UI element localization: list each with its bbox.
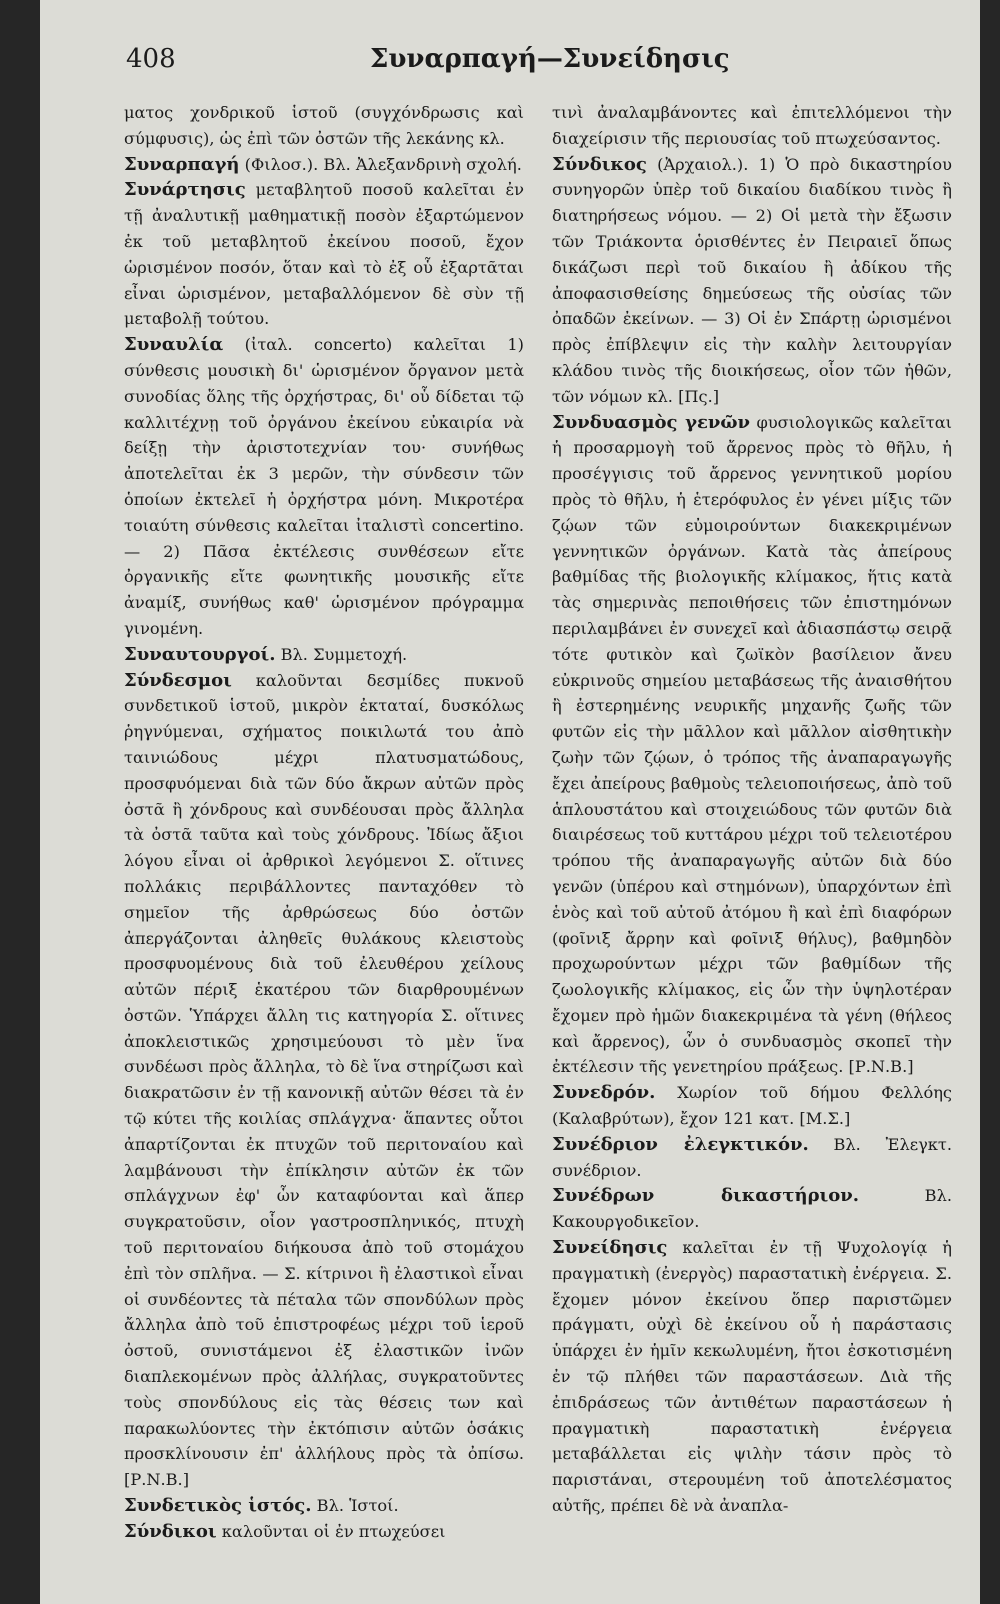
right-column	[552, 100, 952, 1519]
entry-text: φυσιολογικῶς καλεῖται ἡ προσαρμογὴ τοῦ ἄρρενος πρὸς τὸ θῆλυ, ἡ προσέγγισις τοῦ ἄρρενος γεννητικοῦ μορίου πρὸς τὸ θῆλυ, ἡ ἑτερόφυλος ἐν γένει μίξις τῶν ζῴων τῶν εὐμοιρούντων διακεκριμένων γεννητικῶν ὀργάνων. Κατὰ τὰς ἀπείρους βαθμίδας τῆς βιολογικῆς κλίμακος, ἥτις κατὰ τὰς σημερινὰς πεποιθήσεις τῶν ἐπιστημόνων περιλαμβάνει ἐν συνεχεῖ καὶ ἀδιασπάστῳ σειρᾷ τότε φυτικὸν καὶ ζωϊκὸν βασίλειον ἄνευ εὐκρινοῦς σημείου μεταβάσεως τῆς ἀναισθήτου ἢ ἐστερημένης νευρικῆς μηχανῆς ζωῆς τῶν φυτῶν εἰς τὴν μᾶλλον καὶ μᾶλλον αἰσθητικὴν ζωὴν τῶν ζῴων, ὁ τρόπος τῆς ἀναπαραγωγῆς ἔχει ἀπείρους βαθμοὺς τελειοποιήσεως, ἀπὸ τοῦ ἁπλουστάτου καὶ στοιχειώδους τῶν φυτῶν διὰ διαιρέσεως τοῦ κυττάρου μέχρι τοῦ τελειοτέρου τρόπου τῆς ἀναπαραγωγῆς αὐτῶν διὰ δύο γενῶν (ὑπέρου καὶ στημόνων), ὑπαρχόντων ἐπὶ ἑνὸς καὶ τοῦ αὐτοῦ ἀτόμου ἢ καὶ ἐπὶ διαφόρων (φοῖνιξ ἄρρην καὶ φοῖνιξ θήλυς), βαθμηδὸν προχωρούντων μέχρι τῶν βαθμίδων τῆς ζωολογικῆς κλίμακος, εἰς ὧν τὴν ὑψηλοτέραν ἔχομεν πρὸ ἡμῶν διακεκριμένα τὰ γένη (θήλεος καὶ ἄρρενος), ὧν ὁ συνδυασμὸς σκοπεῖ τὴν ἐκτέλεσιν τῆς γενετηρίου πράξεως. [Ρ.Ν.Β.]	[552, 412, 952, 1077]
running-head: Συναρπαγή—Συνείδησις	[370, 44, 730, 74]
entry-headword: Συνεδρόν.	[552, 1082, 656, 1104]
entry-text: καλοῦνται δεσμίδες πυκνοῦ συνδετικοῦ ἱστοῦ, μικρὸν ἐκταταί, δυσκόλως ῥηγνύμεναι, σχήματος ποικιλωτά του ἀπὸ ταινιώδους μέχρι πλατυσματώδους, προσφυόμεναι διὰ τῶν δύο ἄκρων αὐτῶν πρὸς ὀστᾶ ἢ χόνδρους καὶ συνδέουσαι πρὸς ἄλληλα τὰ ὀστᾶ ταῦτα καὶ τοὺς χόνδρους. Ἰδίως ἄξιοι λόγου εἶναι οἱ ἀρθρικοὶ λεγόμενοι Σ. οἵτινες πολλάκις περιβάλλοντες πανταχόθεν τὸ σημεῖον τῆς ἀρθρώσεως δύο ὀστῶν ἀπεργάζονται ἀληθεῖς θυλάκους κλειστοὺς προσφυομένους διὰ τοῦ ἐλευθέρου χείλους αὐτῶν πέριξ ἑκατέρου τῶν διαρθρουμένων ὀστῶν. Ὑπάρχει ἄλλη τις κατηγορία Σ. οἵτινες ἀποκλειστικῶς χρησιμεύουσι τὸ μὲν ἵνα συνδέωσι πρὸς ἄλληλα, τὸ δὲ ἵνα στηρίζωσι καὶ διακρατῶσιν ἐν τῇ κανονικῇ αὐτῶν θέσει τὰ ἐν τῷ κύτει τῆς κοιλίας σπλάγχνα· ἅπαντες οὗτοι ἀπαρτίζονται ἐκ πτυχῶν τοῦ περιτοναίου καὶ λαμβάνουσι τὴν ἐπίκλησιν αὐτῶν ἐκ τῶν σπλάγχνων ἐφ' ὧν καταφύονται καὶ ἅπερ συγκρατοῦσιν, οἷον γαστροσπληνικός, πτυχὴ τοῦ περιτοναίου διήκουσα ἀπὸ τοῦ στομάχου ἐπὶ τὸν σπλῆνα. — Σ. κίτρινοι ἢ ἐλαστικοὶ εἶναι οἱ συνδέοντες τὰ πέταλα τῶν σπονδύλων πρὸς ἄλληλα ἀπὸ τοῦ ἐπιστροφέως μέχρι τοῦ ἱεροῦ ὀστοῦ, συνιστάμενοι ἐξ ἐλαστικῶν ἰνῶν διαπλεκομένων πρὸς ἀλλήλας, συγκρατοῦντες τοὺς σπονδύλους εἰς τὰς θέσεις των καὶ παρακωλύοντες τὴν ἐκτόπισιν αὐτῶν ὁσάκις προσκλίνουσιν ἐπ' ἀλλήλους πρὸς τὰ ὀπίσω. [Ρ.Ν.Β.]	[124, 670, 524, 1490]
dictionary-entry	[124, 152, 524, 178]
entry-headword: Συνάρτησις	[124, 179, 246, 201]
entry-text: Χωρίον τοῦ δήμου Φελλόης (Καλαβρύτων), ἔχον 121 κατ. [Μ.Σ.]	[552, 1083, 952, 1129]
entry-text: καλεῖται ἐν τῇ Ψυχολογίᾳ ἡ πραγματικὴ (ἐνεργὸς) παραστατικὴ ἐνέργεια. Σ. ἔχομεν μόνον ἐκείνου ὅπερ παριστῶμεν πράγματι, οὐχὶ δὲ ἐκείνου οὗ ἡ παράστασις ὑπάρχει ἐν ἡμῖν κεκωλυμένη, ἤτοι ἐσκοτισμένη ἐν τῷ πλήθει τῶν παραστάσεων. Διὰ τῆς ἐπιδράσεως τῶν ἀντιθέτων παραστάσεων ἡ πραγματικὴ παραστατικὴ ἐνέργεια μεταβάλλεται εἰς ψιλὴν τάσιν πρὸς τὸ παριστάναι, στερουμένη τοῦ ἀποτελέσματος αὐτῆς, πρέπει δὲ νὰ ἀναπλα-	[552, 1238, 952, 1516]
entry-text: Βλ. Ἱστοί.	[311, 1496, 399, 1516]
entry-headword: Σύνδεσμοι	[124, 669, 232, 691]
dictionary-entry	[124, 642, 524, 668]
dictionary-entry	[124, 177, 524, 332]
entry-text: (Φιλοσ.). Βλ. Ἀλεξανδρινὴ σχολή.	[239, 154, 522, 174]
entry-headword: Συνέδριον ἐλεγκτικόν.	[552, 1133, 809, 1155]
entry-headword: Σύνδικος	[552, 153, 647, 175]
entry-headword: Σύνδικοι	[124, 1520, 217, 1542]
dictionary-entry	[552, 152, 952, 410]
entry-text: Βλ. Ἐλεγκτ. συνέδριον.	[552, 1134, 952, 1180]
dictionary-entry	[552, 1132, 952, 1184]
entry-text: ματος χονδρικοῦ ἱστοῦ (συγχόνδρωσις καὶ σύμφυσις), ὡς ἐπὶ τῶν ὀστῶν τῆς λεκάνης κλ.	[124, 103, 524, 148]
book-page	[40, 0, 980, 1604]
entry-text: Βλ. Συμμετοχή.	[275, 644, 408, 664]
entry-headword: Συναυλία	[124, 334, 224, 356]
entry-headword: Συναυτουργοί.	[124, 643, 276, 665]
entry-headword: Συνείδησις	[552, 1237, 668, 1259]
entry-headword: Συνδυασμὸς γενῶν	[552, 411, 751, 433]
page-number: 408	[126, 44, 176, 74]
dictionary-entry	[124, 668, 524, 1494]
left-column	[124, 100, 524, 1545]
dictionary-entry	[552, 1183, 952, 1235]
dictionary-entry	[552, 100, 952, 152]
entry-text: (Ἀρχαιολ.). 1) Ὁ πρὸ δικαστηρίου συνηγορῶν ὑπὲρ τοῦ δικαίου διαδίκου τινὸς ἢ διατηρήσεως νόμου. — 2) Οἱ μετὰ τὴν ἔξωσιν τῶν Τριάκοντα ὁρισθέντες ἐν Πειραιεῖ ὅπως δικάζωσι περὶ τοῦ δικαίου ἢ ἀδίκου τῆς ἀποφασισθείσης δημεύσεως τῆς οὐσίας τῶν ὀπαδῶν ἐκείνων. — 3) Οἱ ἐν Σπάρτῃ ὡρισμένοι πρὸς ἐπίβλεψιν εἰς τὴν καλὴν λειτουργίαν κλάδου τινὸς τῆς διοικήσεως, οἷον τῶν ἠθῶν, τῶν νόμων κλ. [Πς.]	[552, 154, 952, 406]
dictionary-entry	[552, 1080, 952, 1132]
entry-headword: Συνδετικὸς ἱστός.	[124, 1495, 312, 1517]
entry-text: μεταβλητοῦ ποσοῦ καλεῖται ἐν τῇ ἀναλυτικῇ μαθηματικῇ ποσὸν ἐξαρτώμενον ἐκ τοῦ μεταβλητοῦ ἐκείνου ποσοῦ, ἔχον ὡρισμένον ποσόν, ὅταν καὶ τὸ ἐξ οὗ ἐξαρτᾶται εἶναι ὡρισμένον, μεταβαλλόμενον δὲ σὺν τῇ μεταβολῇ τούτου.	[124, 180, 524, 329]
entry-text: (ἰταλ. concerto) καλεῖται 1) σύνθεσις μουσικὴ δι' ὡρισμένον ὄργανον μετὰ συνοδίας ὅλης τῆς ὀρχήστρας, δι' οὗ δίδεται τῷ καλλιτέχνῃ τοῦ ὀργάνου ἐκείνου εὐκαιρία νὰ δείξῃ τὴν ἀριστοτεχνίαν του· συνήθως ἀποτελεῖται ἐκ 3 μερῶν, τὴν σύνδεσιν τῶν ὁποίων ἐκτελεῖ ἡ ὀρχήστρα μόνη. Μικροτέρα τοιαύτη σύνθεσις καλεῖται ἰταλιστὶ concertino. — 2) Πᾶσα ἐκτέλεσις συνθέσεων εἴτε ὀργανικῆς εἴτε φωνητικῆς μουσικῆς εἴτε ἀναμίξ, συνήθως καθ' ὡρισμένον πρόγραμμα γινομένη.	[124, 335, 524, 638]
entry-headword: Συναρπαγή	[124, 153, 240, 175]
page-header	[40, 44, 980, 80]
entry-text: Βλ. Κακουργοδικεῖον.	[552, 1186, 952, 1232]
dictionary-entry	[124, 100, 524, 152]
entry-text: καλοῦνται οἱ ἐν πτωχεύσει	[216, 1521, 446, 1541]
dictionary-entry	[124, 1493, 524, 1519]
dictionary-entry	[124, 1519, 524, 1545]
dictionary-entry	[552, 1235, 952, 1519]
dictionary-entry	[552, 410, 952, 1081]
entry-headword: Συνέδρων δικαστήριον.	[552, 1185, 860, 1207]
dictionary-entry	[124, 332, 524, 642]
entry-text: τινὶ ἀναλαμβάνοντες καὶ ἐπιτελλόμενοι τὴν διαχείρισιν τῆς περιουσίας τοῦ πτωχεύσαντος.	[552, 103, 952, 148]
